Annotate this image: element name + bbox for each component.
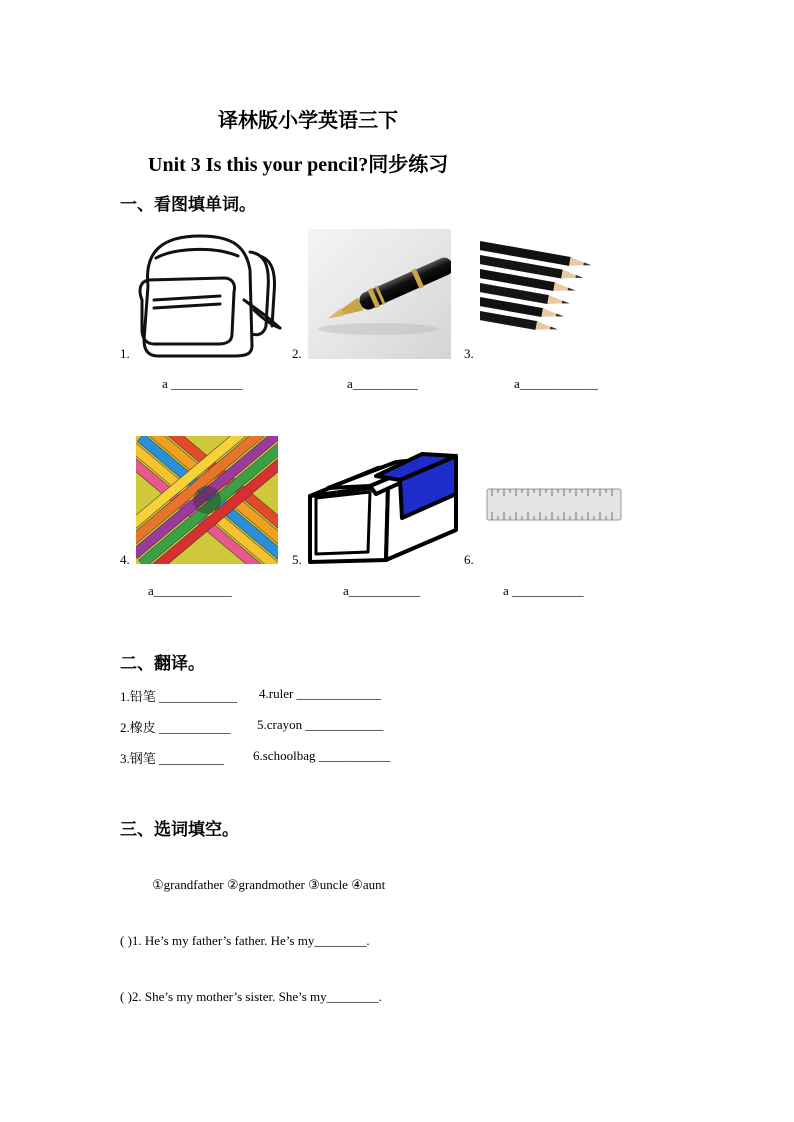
translation-item[interactable]: 1.铅笔 ____________ [120, 689, 238, 704]
section2-heading: 二、翻译。 [120, 654, 205, 674]
translation-item[interactable]: 5.crayon ____________ [257, 717, 384, 732]
answer-blank[interactable]: a__________ [347, 376, 418, 391]
item-number: 5. [292, 552, 302, 567]
crayons-icon [136, 436, 278, 564]
item-number: 2. [292, 346, 302, 361]
answer-blank[interactable]: a____________ [514, 376, 598, 391]
translation-item[interactable]: 2.橡皮 ___________ [120, 720, 231, 735]
section3-heading: 三、选词填空。 [120, 820, 239, 840]
translation-item[interactable]: 4.ruler _____________ [259, 686, 382, 701]
item-number: 1. [120, 346, 130, 361]
page-title: 译林版小学英语三下 [218, 108, 398, 132]
item-number: 3. [464, 346, 474, 361]
page-subtitle: Unit 3 Is this your pencil?同步练习 [148, 154, 449, 176]
translation-item[interactable]: 6.schoolbag ___________ [253, 748, 391, 763]
answer-blank[interactable]: a___________ [343, 583, 421, 598]
answer-blank[interactable]: a____________ [148, 583, 232, 598]
answer-blank[interactable]: a ___________ [162, 376, 243, 391]
item-number: 4. [120, 552, 130, 567]
pen-icon [308, 229, 451, 359]
translation-item[interactable]: 3.钢笔 __________ [120, 751, 225, 766]
question-item[interactable]: ( )2. She’s my mother’s sister. She’s my________. [120, 989, 382, 1004]
item-number: 6. [464, 552, 474, 567]
pencils-icon [480, 237, 610, 337]
section1-heading: 一、看图填单词。 [120, 195, 256, 215]
answer-blank[interactable]: a ___________ [503, 583, 584, 598]
schoolbag-icon [134, 230, 282, 360]
word-options: ①grandfather ②grandmother ③uncle ④aunt [152, 877, 386, 892]
ruler-icon [486, 488, 622, 521]
question-item[interactable]: ( )1. He’s my father’s father. He’s my________. [120, 933, 370, 948]
eraser-icon [306, 434, 460, 568]
